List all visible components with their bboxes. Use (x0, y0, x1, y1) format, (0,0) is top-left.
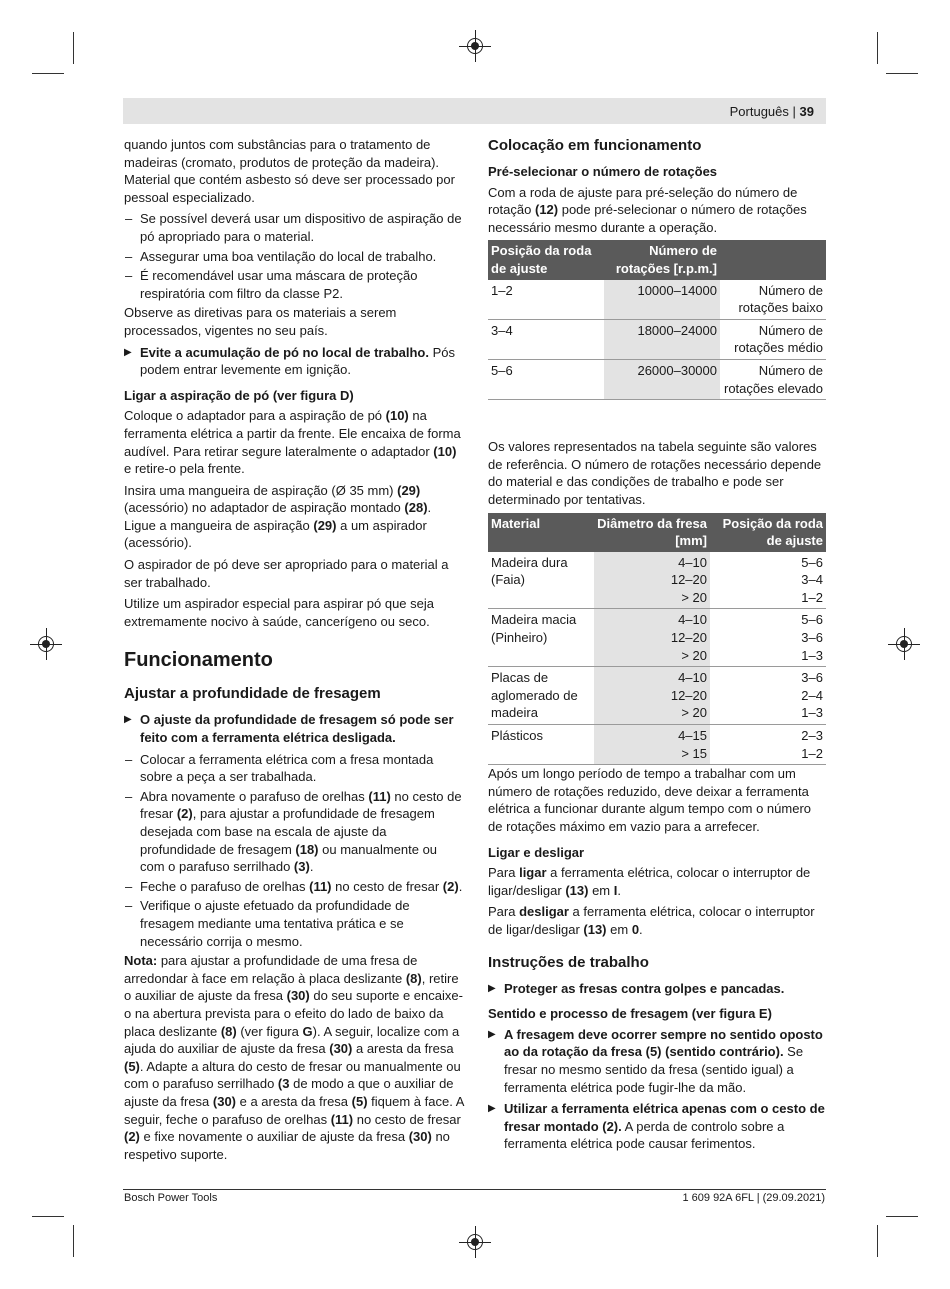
text: a um aspirador (acessório). (124, 517, 427, 551)
page-header (730, 104, 814, 119)
ref: (2) (124, 1129, 140, 1145)
ref: (28) (404, 500, 428, 516)
text: Feche o parafuso de orelhas (140, 878, 310, 894)
text: ). A seguir, localize com a ajuda do auxiliar de ajuste da fresa (124, 1023, 460, 1057)
text: para ajustar a profundidade de uma fresa de arredondar à face em relação à placa deslizante (124, 953, 418, 986)
cell-line: 3–6 (801, 670, 823, 686)
table-cell: 10000–14000 (604, 280, 720, 320)
ref: (12) (534, 202, 559, 218)
cell-line: 5–6 (801, 612, 823, 628)
note-paragraph (124, 952, 464, 1163)
footer-brand: Bosch Power Tools (124, 1192, 218, 1204)
table-cell: Número de rotações elevado (720, 359, 826, 399)
registration-mark-icon (896, 636, 912, 652)
column-header: Material (488, 513, 594, 552)
table-cell (594, 609, 710, 667)
header-language: Português (729, 104, 789, 119)
ref: (5) (351, 1093, 368, 1109)
emphasis: ligar (519, 865, 547, 881)
left-column (124, 136, 464, 1167)
text: ou manualmente ou com o parafuso serrilhado (140, 841, 438, 875)
warning-item (488, 1026, 826, 1096)
footer-rule (123, 1189, 826, 1190)
text: pode pré-selecionar o número de rotações necessário mesmo durante a operação. (488, 202, 807, 235)
text: . Ligue a mangueira de aspiração (124, 500, 432, 533)
paragraph: Utilize um aspirador especial para aspirar pó que seja extremamente nocivo à saúde, cancerígeno ou seco. (124, 596, 434, 629)
crop-mark (877, 32, 878, 64)
list-item (124, 788, 464, 876)
warning-bold: Utilizar a ferramenta elétrica apenas com o cesto de fresar montado (2). (504, 1101, 825, 1134)
warning-text: Se fresar no mesmo sentido da fresa (sentido igual) a ferramenta elétrica pode fugir-lhe da mão. (504, 1044, 804, 1095)
text: , para ajustar a profundidade de fresagem desejada com base na escala de ajuste da profundidade de fresagem (140, 806, 435, 857)
table-cell: Madeira dura (Faia) (488, 552, 594, 609)
list-item: – Verifique o ajuste efetuado da profundidade de fresagem mediante uma tentativa prática e se necessário corrija o mesmo. (124, 897, 464, 950)
text: Insira uma mangueira de aspiração (Ø 35 mm) (124, 482, 398, 498)
cell-line: 1–2 (801, 745, 823, 761)
ref: (10) (433, 443, 457, 459)
paragraph (488, 903, 826, 938)
table-cell: Placas de aglomerado de madeira (488, 667, 594, 725)
cell-line: > 20 (681, 589, 707, 605)
table-cell: 3–4 (488, 319, 604, 359)
ref: (3 (277, 1076, 290, 1092)
ref: (29) (313, 517, 337, 533)
paragraph: Após um longo período de tempo a trabalhar com um número de rotações reduzido, deve deixar a ferramenta elétrica a funcionar durante algum tempo com o número de rotações máximo em vazio para a arrefecer. (488, 766, 812, 834)
note-label: Nota: (124, 953, 158, 969)
table-row (488, 359, 826, 399)
ref: (30) (286, 988, 310, 1004)
ref: (11) (368, 788, 391, 804)
text: . (458, 878, 463, 894)
ref: (8) (405, 970, 422, 986)
heading-ajustar: Ajustar a profundidade de fresagem (124, 685, 381, 703)
cell-line: 3–4 (801, 572, 823, 588)
text: . (617, 882, 621, 898)
text: e fixe novamente o auxiliar de ajuste da fresa (139, 1129, 409, 1145)
text: fiquem à face. A seguir, feche o parafuso de orelhas (124, 1093, 464, 1127)
table-cell: 5–6 (488, 359, 604, 399)
table-header-row (488, 513, 826, 552)
table-row (488, 725, 826, 765)
ref: (8) (220, 1023, 237, 1039)
text: . (309, 859, 314, 875)
text: Com a roda de ajuste para pré-seleção do número de rotação (488, 184, 798, 218)
page-number: 39 (799, 104, 814, 119)
text: em (606, 921, 632, 937)
cell-line: > 20 (681, 647, 707, 663)
text: a ferramenta elétrica, colocar o interruptor de ligar/desligar (488, 904, 815, 937)
cell-line: 3–6 (801, 630, 823, 646)
heading-aspiracao: Ligar a aspiração de pó (ver figura D) (124, 387, 354, 403)
text: e retire-o pela frente. (124, 461, 245, 477)
registration-mark-icon (467, 38, 483, 54)
section-heading-funcionamento: Funcionamento (124, 649, 273, 672)
ref: 0 (631, 921, 640, 937)
warning-item: ▶ O ajuste da profundidade de fresagem só pode ser feito com a ferramenta elétrica desligada. (124, 711, 464, 746)
table-cell (594, 667, 710, 725)
ref: (5) (124, 1058, 140, 1074)
ref: (10) (385, 408, 409, 424)
crop-mark (32, 73, 64, 74)
page-header-bar (123, 98, 826, 124)
cell-line: 2–3 (801, 728, 823, 744)
ref: (11) (330, 1111, 354, 1127)
ref: (2) (442, 878, 459, 894)
table-row (488, 609, 826, 667)
text: no cesto de fresar (353, 1111, 461, 1127)
ref: (30) (408, 1129, 432, 1145)
footer-doc-number: 1 609 92A 6FL | (29.09.2021) (682, 1192, 825, 1204)
table-cell (710, 667, 826, 725)
cell-line: 1–3 (801, 647, 823, 663)
text: em (588, 882, 614, 898)
ref: (3) (293, 859, 310, 875)
paragraph: Os valores representados na tabela seguinte são valores de referência. O número de rotações necessário depende do material e das condições de trabalho e pode ser determinado por tentativas. (488, 439, 822, 507)
table-cell: Número de rotações baixo (720, 280, 826, 320)
registration-mark-icon (467, 1234, 483, 1250)
crop-mark (886, 1216, 918, 1217)
paragraph: quando juntos com substâncias para o tratamento de madeiras (cromato, produtos de proteção da madeira). Material que contém asbesto só deve ser processado por pessoal especializado. (124, 137, 455, 205)
list-item: – Colocar a ferramenta elétrica com a fresa montada sobre a peça a ser trabalhada. (124, 751, 464, 786)
table-row (488, 552, 826, 609)
text: a ferramenta elétrica, colocar o interruptor de ligar/desligar (488, 865, 811, 898)
right-column (488, 136, 826, 1157)
column-header (720, 240, 826, 279)
cell-line: 1–2 (801, 589, 823, 605)
text: de modo a que o auxiliar de ajuste da fresa (124, 1076, 454, 1109)
crop-mark (32, 1216, 64, 1217)
warning-bold: A fresagem deve ocorrer sempre no sentido oposto ao da rotação da fresa (5) (sentido contrário). (504, 1026, 823, 1060)
crop-mark (877, 1225, 878, 1257)
cell-line: 12–20 (670, 572, 707, 588)
heading-ligar: Ligar e desligar (488, 844, 585, 860)
text: Abra novamente o parafuso de orelhas (140, 788, 369, 804)
table-cell: 18000–24000 (604, 319, 720, 359)
list-item: – É recomendável usar uma máscara de proteção respiratória com filtro da classe P2. (124, 267, 464, 302)
crop-mark (73, 32, 74, 64)
text: , retire o auxiliar de ajuste da fresa (124, 970, 459, 1004)
list-item: – Assegurar uma boa ventilação do local de trabalho. (124, 248, 464, 266)
warning-text: Pós podem entrar levemente em ignição. (140, 344, 455, 378)
text: e a aresta da fresa (236, 1093, 352, 1109)
table-cell (710, 609, 826, 667)
cell-line: 12–20 (670, 687, 707, 703)
text: Coloque o adaptador para a aspiração de pó (124, 408, 386, 424)
ref: (29) (397, 482, 421, 498)
warning-item: ▶ Proteger as fresas contra golpes e pancadas. (488, 980, 826, 998)
heading-preselecionar: Pré-selecionar o número de rotações (488, 164, 718, 179)
cell-line: 4–10 (678, 612, 707, 628)
cell-line: 5–6 (801, 554, 823, 570)
text: no respetivo suporte. (124, 1129, 450, 1162)
table-cell (594, 552, 710, 609)
text: Para (488, 865, 520, 881)
ref: (2) (176, 806, 193, 822)
paragraph (488, 864, 826, 899)
column-header: Diâmetro da fresa [mm] (594, 513, 710, 552)
bullet-list (124, 210, 464, 302)
column-header: Posição da roda de ajuste (488, 240, 604, 279)
table-cell: Madeira macia (Pinheiro) (488, 609, 594, 667)
list-item: – Se possível deverá usar um dispositivo de aspiração de pó apropriado para o material. (124, 210, 464, 245)
ref: G (302, 1023, 313, 1039)
column-header: Posição da roda de ajuste (710, 513, 826, 552)
text: no cesto de fresar (140, 788, 462, 822)
table-row (488, 319, 826, 359)
paragraph: O aspirador de pó deve ser apropriado para o material a ser trabalhado. (124, 557, 449, 590)
list-item (124, 878, 464, 896)
table-row (488, 280, 826, 320)
header-separator: | (792, 104, 796, 119)
text: no cesto de fresar (331, 878, 443, 894)
table-header-row (488, 240, 826, 279)
paragraph (124, 407, 464, 477)
warning-item (488, 1100, 826, 1153)
table-cell: 1–2 (488, 280, 604, 320)
table-row (488, 667, 826, 725)
crop-mark (73, 1225, 74, 1257)
cell-line: > 20 (681, 705, 707, 721)
heading-instrucoes: Instruções de trabalho (488, 953, 649, 971)
text: . (639, 921, 643, 937)
table-cell: 26000–30000 (604, 359, 720, 399)
paragraph: Observe as diretivas para os materiais a serem processados, vigentes no seu país. (124, 305, 397, 338)
ref: (30) (212, 1093, 237, 1109)
rotations-table (488, 240, 826, 400)
cell-line: > 15 (681, 745, 707, 761)
cell-line: 2–4 (801, 687, 823, 703)
ref: (13) (565, 882, 589, 898)
text: . Adapte a altura do cesto de fresar ou manualmente ou com o parafuso serrilhado (124, 1058, 461, 1092)
warning-text: A perda de controlo sobre a ferramenta elétrica pode causar ferimentos. (504, 1118, 785, 1152)
ref: (13) (583, 921, 607, 937)
table-cell: Número de rotações médio (720, 319, 826, 359)
warning-bold: Evite a acumulação de pó no local de trabalho. (140, 344, 429, 360)
text: a aresta da fresa (352, 1041, 454, 1057)
text: do seu suporte e encaixe-o na abertura prevista para o efeito do lado de baixo da placa deslizante (124, 988, 463, 1039)
text: Para (488, 904, 520, 920)
table-cell (710, 552, 826, 609)
material-table (488, 513, 826, 766)
text: (ver figura (236, 1023, 303, 1039)
table-cell (710, 725, 826, 765)
ref: (30) (329, 1041, 353, 1057)
cell-line: 4–10 (678, 670, 707, 686)
emphasis: desligar (519, 904, 569, 920)
table-cell (594, 725, 710, 765)
ref: (11) (309, 878, 332, 894)
registration-mark-icon (38, 636, 54, 652)
column-header: Número de rotações [r.p.m.] (604, 240, 720, 279)
text: (acessório) no adaptador de aspiração montado (124, 500, 405, 516)
heading-colocacao: Colocação em funcionamento (488, 137, 702, 154)
paragraph (488, 184, 826, 237)
cell-line: 4–10 (678, 554, 707, 570)
text: na ferramenta elétrica a partir da frente. Ele encaixa de forma audível. Para retirar segure lateralmente o adaptador (124, 408, 461, 459)
bullet-list (124, 751, 464, 951)
cell-line: 12–20 (670, 630, 707, 646)
ref: (18) (295, 841, 319, 857)
table-cell: Plásticos (488, 725, 594, 765)
paragraph (124, 482, 464, 552)
cell-line: 1–3 (801, 705, 823, 721)
crop-mark (886, 73, 918, 74)
cell-line: 4–15 (678, 728, 707, 744)
warning-item (124, 344, 464, 379)
heading-sentido: Sentido e processo de fresagem (ver figura E) (488, 1006, 772, 1022)
ref: I (613, 882, 618, 898)
